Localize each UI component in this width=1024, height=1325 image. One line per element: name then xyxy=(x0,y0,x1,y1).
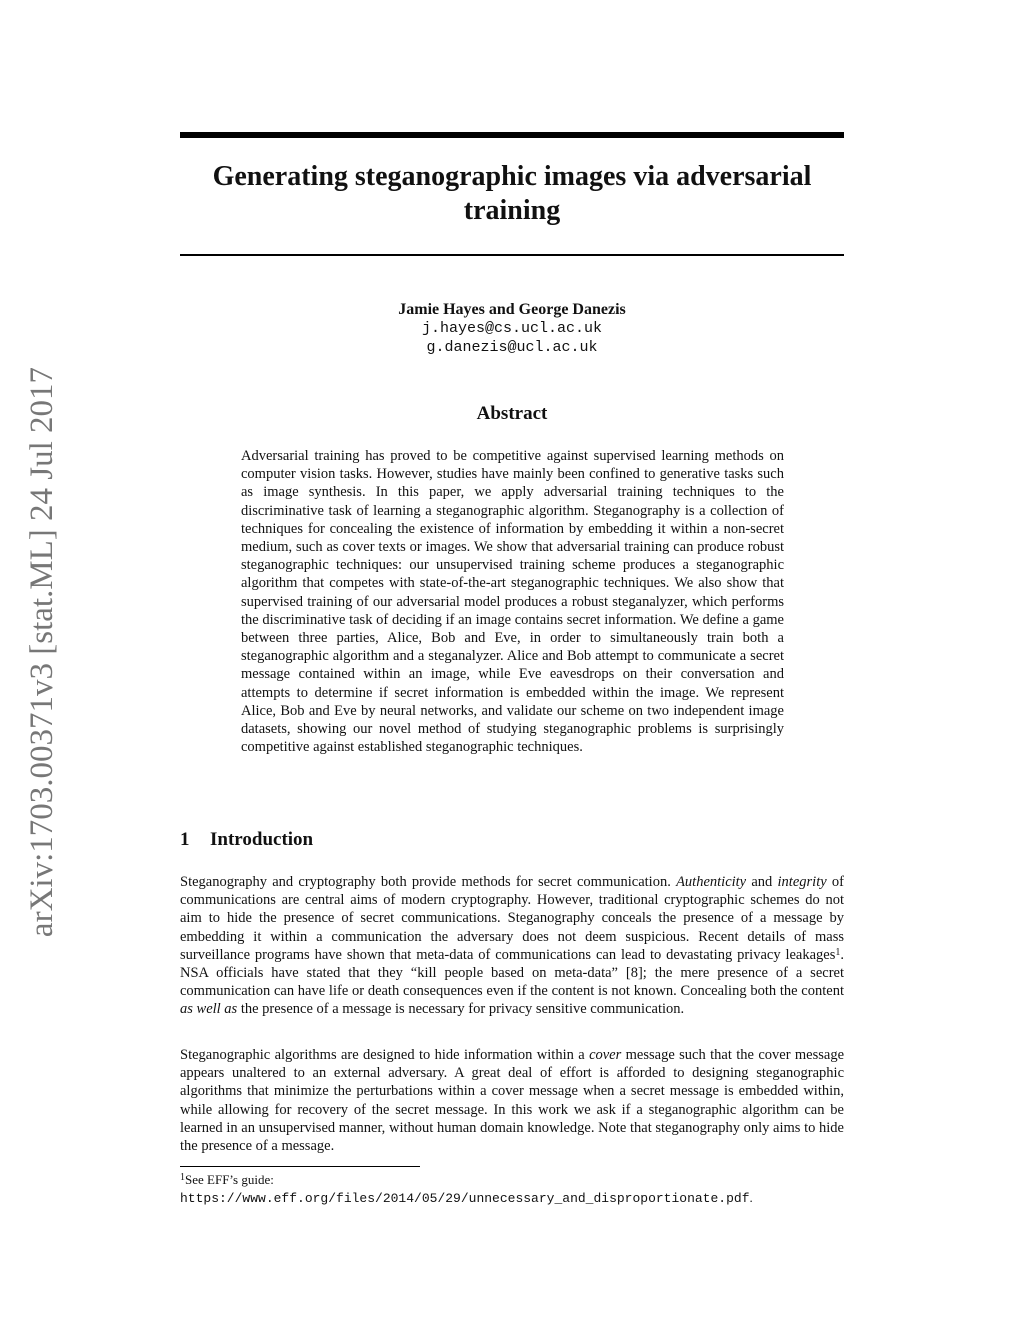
emphasis-authenticity: Authenticity xyxy=(676,874,747,890)
section-title: Introduction xyxy=(210,829,314,850)
paper-title: Generating steganographic images via adversarial training xyxy=(212,161,812,226)
intro-paragraph-2: Steganographic algorithms are designed to hide information within a cover message such that the cover message appears unaltered to an external adversary. A great deal of effort is afforded to designing steganographic algorithms that minimize the perturbations within a cover message when a secret message is embedded within, while allowing for recovery of the secret message. In this work we ask if a steganographic algorithm can be learned in an unsupervised manner, without human domain knowledge. Note that steganography only aims to hide the presence of a message. xyxy=(180,1047,845,1155)
arxiv-identifier: arXiv:1703.00371v3 [stat.ML] 24 Jul 2017 xyxy=(24,366,60,938)
emphasis-cover: cover xyxy=(589,1047,622,1063)
author-names: Jamie Hayes and George Danezis xyxy=(398,301,626,318)
abstract-text: Adversarial training has proved to be competitive against supervised learning methods on computer vision tasks. However, studies have mainly been confined to generative tasks such as image synthesis. In this paper, we apply adversarial training techniques to the discriminative task of learning a steganographic algorithm. Steganography is a collection of techniques for concealing the existence of information by embedding it within a non-secret medium, such as cover texts or images. We show that adversarial training can produce robust steganographic techniques: our unsupervised training scheme produces a steganographic algorithm that competes with state-of-the-art steganographic techniques. We also show that supervised training of our adversarial model produces a robust steganalyzer, which performs the discriminative task of deciding if an image contains secret information. We define a game between three parties, Alice, Bob and Eve, in order to simultaneously train both a steganographic algorithm and a steganalyzer. Alice and Bob attempt to communicate a secret message contained within an image, while Eve eavesdrops on their conversation and attempts to determine if secret information is embedded within the image. We represent Alice, Bob and Eve by neural networks, and validate our scheme on two independent image datasets, showing our novel method of studying steganographic problems is surprisingly competitive against established steganographic techniques. xyxy=(241,448,784,756)
section-heading xyxy=(180,829,844,851)
footnote-text: See EFF’s guide: xyxy=(185,1172,274,1187)
title-top-rule xyxy=(180,132,844,138)
emphasis-integrity: integrity xyxy=(777,874,827,890)
footnote: $^1$See EFF’s guide: https://www.eff.org/files/2014/05/29/unnecessary_and_disproportionate.pdf. xyxy=(180,1172,753,1206)
footnote-mark: 1 xyxy=(180,1172,185,1183)
author-email[interactable]: g.danezis@ucl.ac.uk xyxy=(426,339,598,356)
footnote-reference[interactable]: 1 xyxy=(835,946,841,958)
emphasis-as-well-as: as well as xyxy=(180,1001,238,1018)
section-number: 1 xyxy=(180,829,190,850)
footnote-url[interactable]: https://www.eff.org/files/2014/05/29/unnecessary_and_disproportionate.pdf xyxy=(180,1191,750,1206)
author-block xyxy=(180,300,844,357)
title-bottom-rule xyxy=(180,254,844,256)
intro-paragraph-1: Steganography and cryptography both provide methods for secret communication. Authenticity and integrity of communications are central aims of modern cryptography. However, traditional cryptographic schemes do not aim to hide the presence of secret communications. Steganography conceals the presence of a message by embedding it within a communication the adversary does not deem suspicious. Recent details of mass surveillance programs have shown that meta-data of communications can lead to devastating privacy leakages$^1$. NSA officials have stated that they “kill people based on meta-data” [8]; the mere presence of a secret communication can have life or death consequences even if the content is not known. Concealing both the content as well as the presence of a message is necessary for privacy sensitive communication. xyxy=(180,874,844,1018)
author-email[interactable]: j.hayes@cs.ucl.ac.uk xyxy=(421,320,603,337)
footnote-rule xyxy=(180,1166,420,1167)
abstract-heading: Abstract xyxy=(476,403,548,424)
